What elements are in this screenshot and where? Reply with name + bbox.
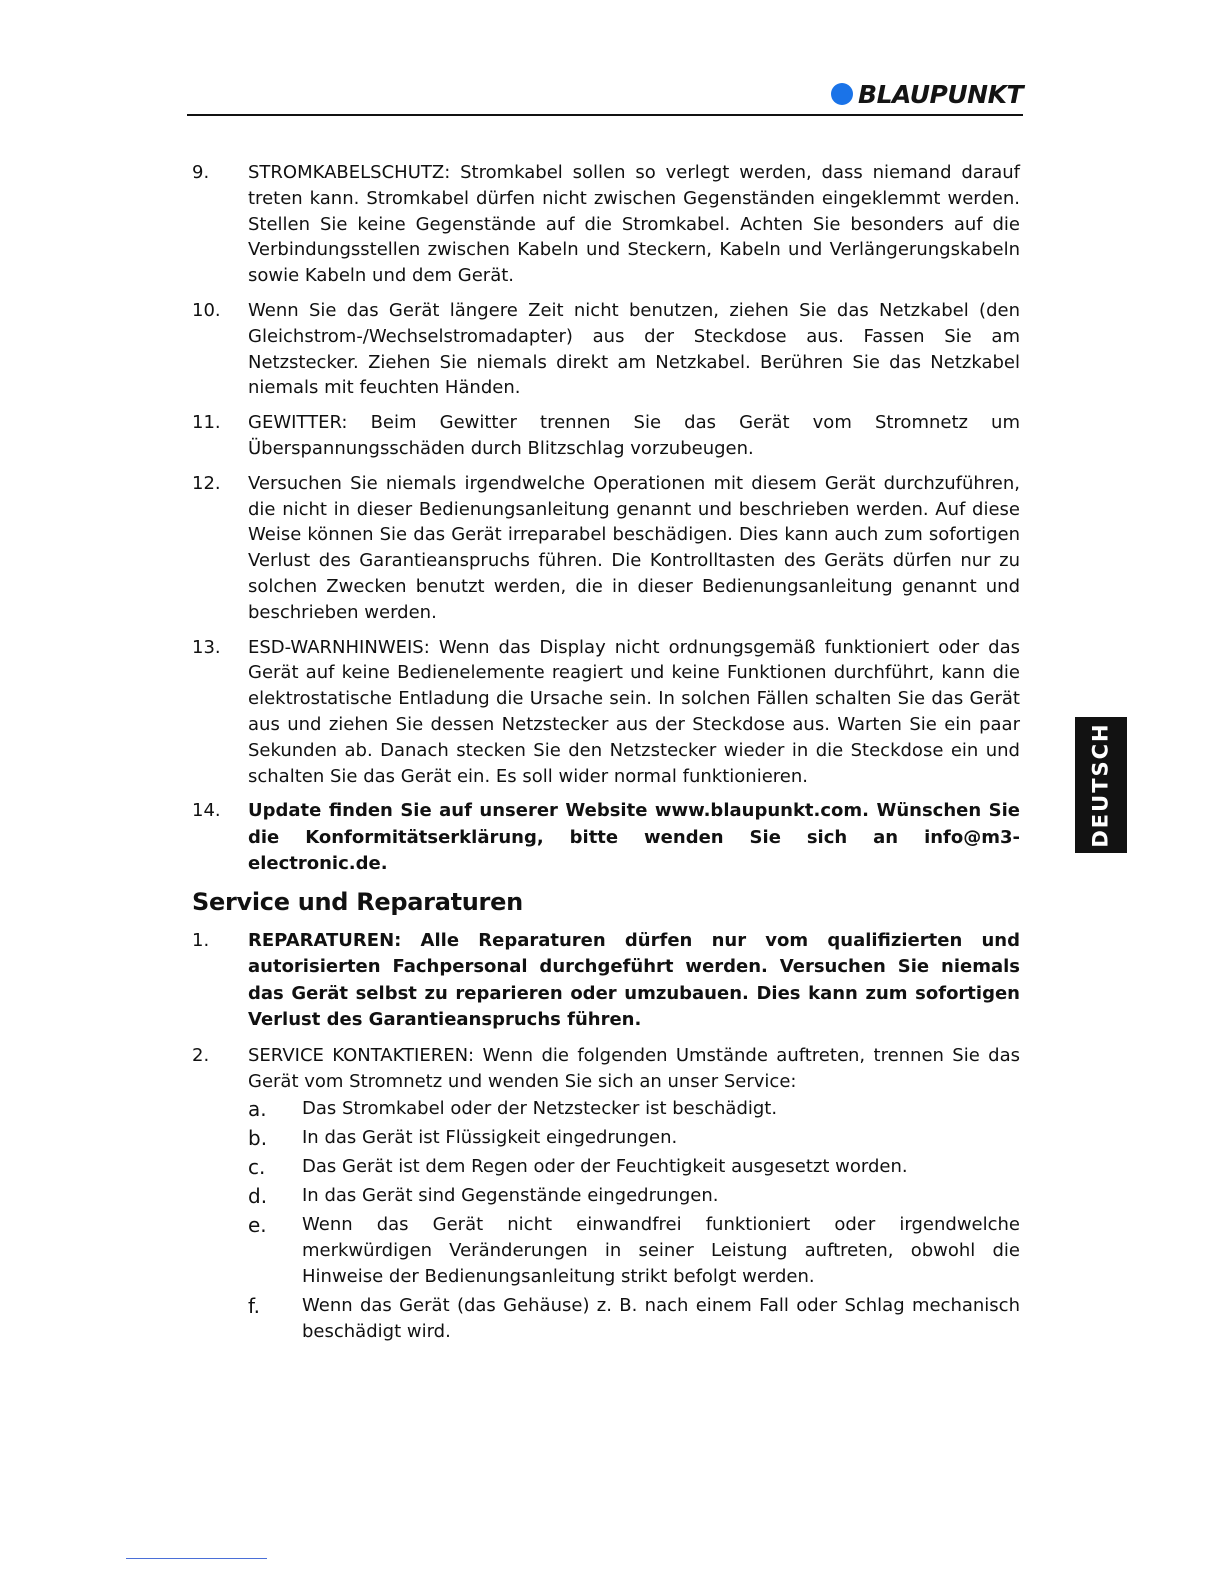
list-item-text: Versuchen Sie niemals irgendwelche Operationen mit diesem Gerät durchzuführen, die nicht in dieser Bedienungsanleitung genannt und beschrieben werden. Auf diese Weise können Sie das Gerät irreparabel beschädigen. Dies kann auch zum sofortigen Verlust des Garantieanspruchs führen. Die Kontrolltasten des Geräts dürfen nur zu solchen Zwecken benutzt werden, die in dieser Bedienungsanleitung genannt und beschrieben werden. <box>248 472 1020 623</box>
list-item <box>192 160 1020 289</box>
list-item-number: 2. <box>192 1044 210 1066</box>
footer-divider <box>126 1558 267 1559</box>
sub-list-letter: a. <box>248 1097 267 1122</box>
sub-list-text: Wenn das Gerät (das Gehäuse) z. B. nach einem Fall oder Schlag mechanisch beschädigt wird. <box>302 1294 1020 1342</box>
list-item <box>192 298 1020 401</box>
list-item-text: STROMKABELSCHUTZ: Stromkabel sollen so verlegt werden, dass niemand darauf treten kann. Stromkabel dürfen nicht zwischen Gegenständen eingeklemmt werden. Stellen Sie keine Gegenstände auf die Stromkabel. Achten Sie besonders auf die Verbindungsstellen zwischen Kabeln und Steckern, Kabeln und Verlängerungskabeln sowie Kabeln und dem Gerät. <box>248 162 1020 287</box>
sub-list-text: Das Stromkabel oder der Netzstecker ist beschädigt. <box>302 1098 778 1120</box>
list-item <box>192 798 1020 878</box>
sub-list-text: Das Gerät ist dem Regen oder der Feuchtigkeit ausgesetzt worden. <box>302 1156 908 1178</box>
list-item-text: SERVICE KONTAKTIEREN: Wenn die folgenden Umstände auftreten, trennen Sie das Gerät vom Stromnetz und wenden Sie sich an unser Service: <box>248 1044 1020 1092</box>
sub-list-letter: d. <box>248 1184 268 1209</box>
list-item <box>192 410 1020 462</box>
language-tab-label: DEUTSCH <box>1089 722 1114 848</box>
list-item-text-update: Update finden Sie auf unserer Website www.blaupunkt.com. Wünschen Sie die Konformitätserklärung, bitte wenden Sie sich an info@m3-electronic.de. <box>248 800 1020 875</box>
list-item-number: 14. <box>192 800 221 822</box>
page-content <box>192 160 1020 1356</box>
list-item-number: 11. <box>192 412 221 434</box>
service-item <box>192 928 1020 1034</box>
sub-list-letter: e. <box>248 1213 267 1238</box>
list-item-text: GEWITTER: Beim Gewitter trennen Sie das Gerät vom Stromnetz um Überspannungsschäden durch Blitzschlag vorzubeugen. <box>248 412 1020 459</box>
language-tab <box>1075 717 1127 853</box>
brand-name: BLAUPUNKT <box>858 79 1023 109</box>
service-item-body <box>248 1043 1020 1348</box>
logo-dot-icon <box>831 83 853 105</box>
sub-list-text: In das Gerät ist Flüssigkeit eingedrungen. <box>302 1127 678 1149</box>
sub-list-text: Wenn das Gerät nicht einwandfrei funktioniert oder irgendwelche merkwürdigen Veränderungen in seiner Leistung auftreten, obwohl die Hinweise der Bedienungsanleitung strikt befolgt werden. <box>302 1214 1020 1288</box>
sub-list-item <box>248 1293 1020 1345</box>
list-item-text: Wenn Sie das Gerät längere Zeit nicht benutzen, ziehen Sie das Netzkabel (den Gleichstrom-/Wechselstromadapter) aus der Steckdose aus. Fassen Sie am Netzstecker. Ziehen Sie niemals direkt am Netzkabel. Berühren Sie das Netzkabel niemals mit feuchten Händen. <box>248 299 1020 399</box>
list-item-text: ESD-WARNHINWEIS: Wenn das Display nicht ordnungsgemäß funktioniert oder das Gerät auf keine Bedienelemente reagiert und keine Funktionen durchführt, kann die elektrostatische Entladung die Ursache sein. In solchen Fällen schalten Sie das Gerät aus und ziehen Sie dessen Netzstecker aus der Steckdose aus. Warten Sie ein paar Sekunden ab. Danach stecken Sie den Netzstecker wieder in die Steckdose ein und schalten Sie das Gerät ein. Es soll wider normal funktionieren. <box>248 636 1020 787</box>
section-title: Service und Reparaturen <box>192 887 523 916</box>
sub-list-item <box>248 1154 1020 1180</box>
sub-list-letter: f. <box>248 1293 260 1318</box>
brand-logo <box>831 80 1023 108</box>
list-item-number: 13. <box>192 636 221 658</box>
sub-list-item <box>248 1096 1020 1122</box>
sub-list-letter: b. <box>248 1126 268 1151</box>
list-item <box>192 471 1020 626</box>
sub-list-text: In das Gerät sind Gegenstände eingedrungen. <box>302 1185 719 1207</box>
list-item-number: 12. <box>192 472 221 494</box>
list-item-number: 1. <box>192 929 210 951</box>
service-item <box>192 1043 1020 1348</box>
sub-list-item <box>248 1212 1020 1289</box>
sub-list-item <box>248 1125 1020 1151</box>
list-item-number: 10. <box>192 299 221 321</box>
sub-list <box>248 1096 1020 1344</box>
page-header <box>187 78 1023 116</box>
sub-list-item <box>248 1183 1020 1209</box>
list-item-number: 9. <box>192 162 210 183</box>
sub-list-letter: c. <box>248 1155 266 1180</box>
list-item <box>192 635 1020 790</box>
list-item-text: REPARATUREN: Alle Reparaturen dürfen nur vom qualifizierten und autorisierten Fachpersonal durchgeführt werden. Versuchen Sie niemals das Gerät selbst zu reparieren oder umzubauen. Dies kann zum sofortigen Verlust des Garantieanspruchs führen. <box>248 929 1020 1031</box>
